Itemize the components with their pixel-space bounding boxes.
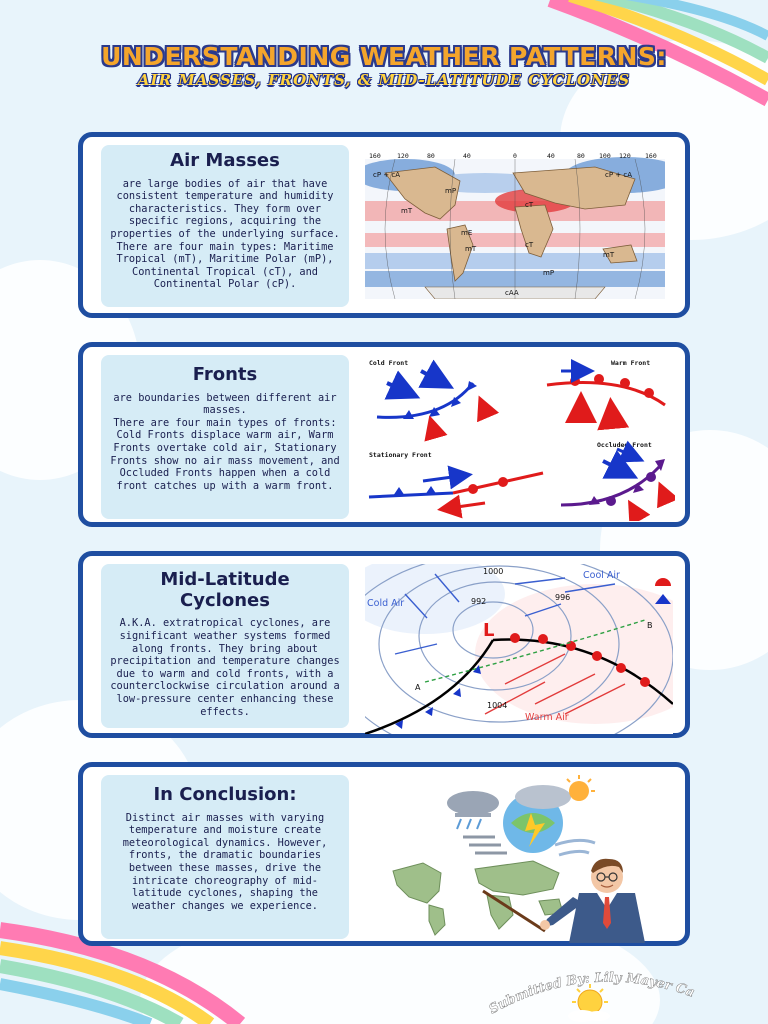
conclusion-description: Distinct air masses with varying temperature and moisture create meteorological dynamics. However, fronts, the dramatic boundaries between these masses, drive the intricate choreography of mid-latitude cyclones, shaping the weather changes we experience. [122, 811, 328, 912]
weather-icons-cluster [447, 775, 595, 855]
cyclones-description: A.K.A. extratropical cyclones, are significant weather systems formed along fronts. They bring about precipitation and temperature changes due to warm and cold fronts, with a counterclockwise circulation around a low-pressure center enhancing these effects. [110, 617, 340, 718]
map-label: mE [461, 229, 473, 237]
fronts-description: are boundaries between different air masses. There are four main types of fronts: Cold Fronts displace warm air, Warm Fronts overtake cold air, Stationary Fronts show no air mass movement, and Occluded Fronts happen when a cold front catches up with a warm front. [110, 391, 340, 492]
page-title: UNDERSTANDING WEATHER PATTERNS: [101, 42, 667, 71]
map-label: cP + cA [373, 171, 401, 179]
map-label: cT [525, 201, 534, 209]
cyclones-text-box [101, 564, 349, 728]
map-tick: 80 [427, 153, 435, 160]
map-label: cT [525, 241, 534, 249]
map-label: mP [445, 187, 457, 195]
map-label: mP [543, 269, 555, 277]
point-b-label: B [647, 621, 653, 630]
map-tick: 0 [513, 153, 517, 160]
occluded-front-label: Occluded Front [597, 441, 652, 449]
point-a-label: A [415, 683, 421, 692]
map-tick: 40 [547, 153, 555, 160]
conclusion-text-box [101, 775, 349, 939]
isobar-1000: 1000 [483, 567, 504, 576]
air-masses-heading: Air Masses [170, 150, 280, 171]
warm-front-label: Warm Front [611, 359, 651, 367]
fronts-heading: Fronts [192, 364, 258, 385]
signature-text: Submitted By: Lily Mayer Ca [486, 970, 696, 1018]
low-pressure-label: L [483, 620, 495, 641]
fronts-card [78, 342, 690, 527]
map-label: mT [603, 251, 615, 259]
world-map-illustration [393, 861, 563, 935]
map-tick: 120 [397, 153, 409, 160]
signature-artwork [486, 966, 696, 1022]
map-tick: 160 [645, 153, 657, 160]
air-masses-card [78, 132, 690, 318]
conclusion-heading: In Conclusion: [153, 784, 297, 805]
map-label: mT [401, 207, 413, 215]
cyclones-heading: Mid-Latitude Cyclones [160, 569, 290, 611]
sun-icon [568, 984, 610, 1022]
conclusion-card [78, 762, 690, 946]
air-masses-map [365, 153, 665, 299]
cyclones-card [78, 551, 690, 738]
fronts-text-box [101, 355, 349, 519]
air-masses-description: are large bodies of air that have consistent temperature and humidity characteristics. They form over specific regions, acquiring the properties of the underlying surface. There are four main types: Maritime Tropical (mT), Maritime Polar (mP), Continental Tropical (cT), and Continental Polar (cP). [110, 177, 340, 291]
isobar-992: 992 [471, 597, 487, 606]
page-subtitle: AIR MASSES, FRONTS, & MID-LATITUDE CYCLONES [137, 71, 631, 89]
cold-air-label: Cold Air [367, 598, 405, 609]
warm-air-label: Warm Air [525, 712, 569, 723]
map-tick: 80 [577, 153, 585, 160]
air-masses-text-box [101, 145, 349, 307]
isobar-1004: 1004 [487, 701, 508, 710]
map-tick: 100 [599, 153, 611, 160]
fronts-diagram [363, 355, 675, 521]
cold-front-label: Cold Front [369, 359, 409, 367]
conclusion-illustration [383, 773, 683, 943]
isobar-996: 996 [555, 593, 571, 602]
stationary-front-label: Stationary Front [369, 451, 432, 459]
map-label: cAA [505, 289, 519, 297]
map-tick: 120 [619, 153, 631, 160]
map-tick: 160 [369, 153, 381, 160]
cool-air-label: Cool Air [583, 570, 620, 581]
signature [486, 966, 696, 1022]
map-tick: 40 [463, 153, 471, 160]
map-label: cP + cA [605, 171, 633, 179]
cyclone-diagram [365, 564, 673, 734]
map-label: mT [465, 245, 477, 253]
